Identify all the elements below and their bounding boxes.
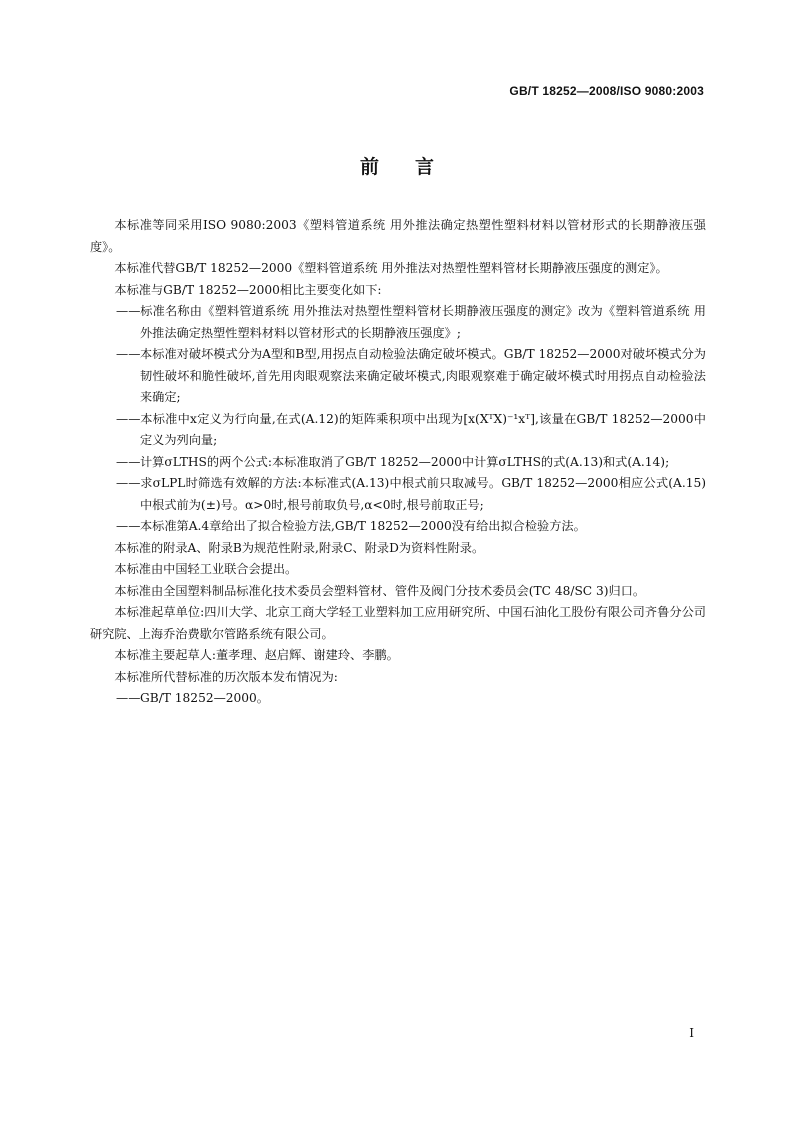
list-item: ——计算σLTHS的两个公式:本标准取消了GB/T 18252—2000中计算σLTHS的式(A.13)和式(A.14); (90, 452, 706, 474)
paragraph-drafting-units: 本标准起草单位:四川大学、北京工商大学轻工业塑料加工应用研究所、中国石油化工股份有限公司齐鲁分公司研究院、上海乔治费歇尔管路系统有限公司。 (90, 605, 706, 641)
dash-marker: —— (116, 519, 141, 533)
page-number: I (689, 1026, 694, 1040)
list-item: ——本标准对破坏模式分为A型和B型,用拐点自动检验法确定破坏模式。GB/T 18252—2000对破坏模式分为韧性破坏和脆性破坏,首先用肉眼观察法来确定破坏模式,肉眼观察难于确定破坏模式时用拐点自动检验法来确定; (90, 344, 706, 409)
paragraph-history-intro: 本标准所代替标准的历次版本发布情况为: (114, 669, 338, 684)
history-item: ——GB/T 18252—2000。 (90, 688, 706, 710)
dash-marker: —— (116, 454, 141, 469)
dash-marker: —— (116, 411, 141, 426)
dash-marker: —— (116, 691, 141, 705)
standard-code: GB/T 18252—2008/ISO 9080:2003 (509, 84, 704, 98)
paragraph-annexes: 本标准的附录A、附录B为规范性附录,附录C、附录D为资料性附录。 (114, 540, 485, 555)
paragraph-adoption: 本标准等同采用ISO 9080:2003《塑料管道系统 用外推法确定热塑性塑料材料以管材形式的长期静液压强度》。 (90, 218, 706, 254)
paragraph-changes-intro: 本标准与GB/T 18252—2000相比主要变化如下: (114, 282, 382, 297)
dash-marker: —— (116, 347, 141, 361)
list-item: ——本标准中x定义为行向量,在式(A.12)的矩阵乘积项中出现为[x(XᵀX)⁻¹xᵀ],该量在GB/T 18252—2000中定义为列向量; (90, 409, 706, 452)
paragraph-proposer: 本标准由中国轻工业联合会提出。 (114, 562, 298, 576)
paragraph-replaces: 本标准代替GB/T 18252—2000《塑料管道系统 用外推法对热塑性塑料管材长期静液压强度的测定》。 (114, 261, 668, 275)
changes-list (90, 301, 706, 538)
paragraph-centralized: 本标准由全国塑料制品标准化技术委员会塑料管材、管件及阀门分技术委员会(TC 48/SC 3)归口。 (114, 583, 646, 598)
list-item: ——求σLPL时筛选有效解的方法:本标准式(A.13)中根式前只取减号。GB/T 18252—2000相应公式(A.15)中根式前为(±)号。α>0时,根号前取负号,α<0时,根号前取正号; (90, 473, 706, 516)
list-item: ——本标准第A.4章给出了拟合检验方法,GB/T 18252—2000没有给出拟合检验方法。 (90, 516, 706, 538)
paragraph-drafters: 本标准主要起草人:董孝理、赵启辉、谢建玲、李鹏。 (114, 648, 399, 662)
foreword-body (90, 215, 706, 710)
dash-marker: —— (116, 476, 141, 490)
dash-marker: —— (116, 304, 141, 318)
list-item: ——标准名称由《塑料管道系统 用外推法对热塑性塑料管材长期静液压强度的测定》改为《塑料管道系统 用外推法确定热塑性塑料材料以管材形式的长期静液压强度》; (90, 301, 706, 344)
page-title: 前言 (359, 156, 470, 178)
